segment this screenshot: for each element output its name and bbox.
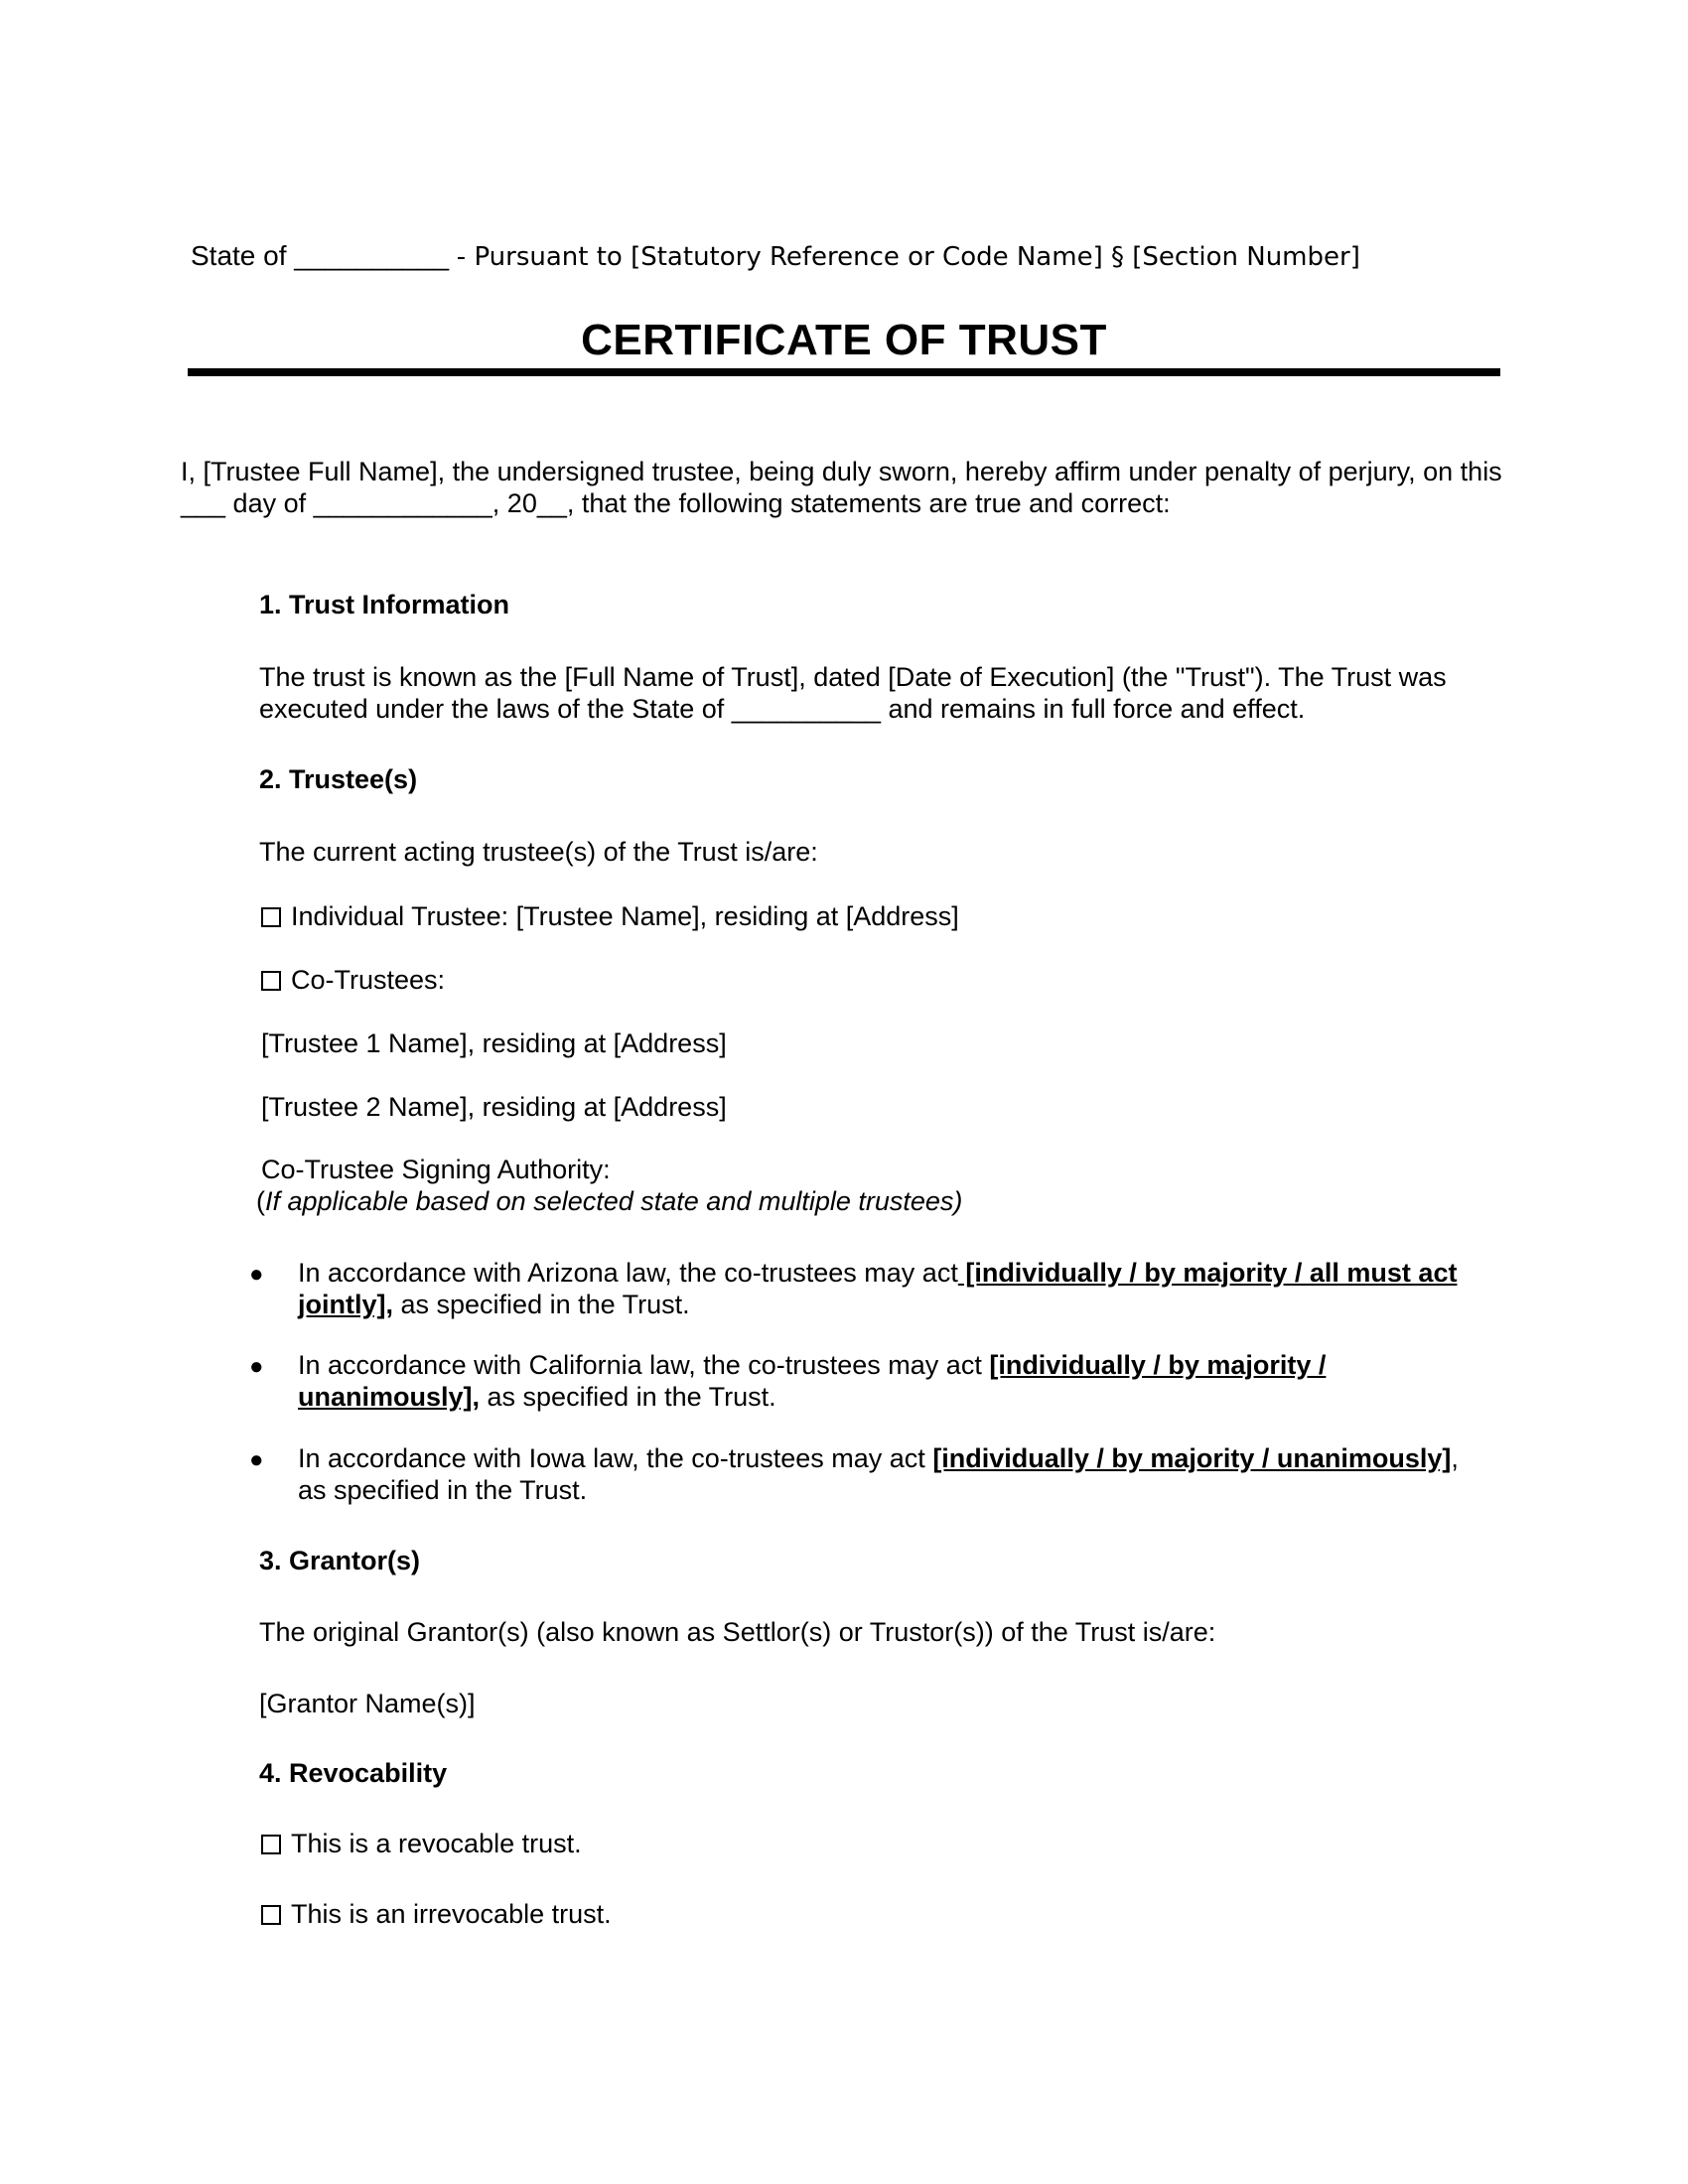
- section-1-body: The trust is known as the [Full Name of Trust], dated [Date of Execution] (the "Trust"). The Trust was executed under the laws of the State of __________ and remains in full force and effect.: [259, 662, 1447, 724]
- co-trustees-label: Co-Trustees:: [291, 965, 446, 995]
- bullet-icon: ●: [249, 1353, 264, 1380]
- irrevocable-label: This is an irrevocable trust.: [291, 1899, 612, 1929]
- section-1-heading: 1. Trust Information: [259, 590, 510, 619]
- bullet-arizona: [298, 1257, 1489, 1320]
- bullet-options: [individually / by majority / unanimously]: [932, 1443, 1452, 1473]
- title-underline-divider: [188, 368, 1500, 376]
- revocable-option[interactable]: [261, 1829, 582, 1859]
- trustee-1-line: [Trustee 1 Name], residing at [Address]: [261, 1028, 727, 1058]
- grantor-names: [Grantor Name(s)]: [259, 1689, 476, 1718]
- bullet-california: [298, 1349, 1489, 1413]
- bullet-icon: ●: [249, 1261, 264, 1288]
- individual-trustee-label: Individual Trustee: [Trustee Name], residing at [Address]: [291, 901, 959, 931]
- intro-affirmation: I, [Trustee Full Name], the undersigned trustee, being duly sworn, hereby affirm under penalty of perjury, on this ___ day of ____________, 20__, that the following statements are true and correct:: [181, 457, 1502, 518]
- individual-trustee-option[interactable]: [261, 901, 959, 932]
- checkbox-icon[interactable]: [261, 1905, 281, 1925]
- document-title: CERTIFICATE OF TRUST: [581, 316, 1107, 364]
- bullet-tail: , as specified in the Trust.: [298, 1443, 1459, 1505]
- trustees-intro: The current acting trustee(s) of the Trust is/are:: [259, 837, 818, 867]
- bullet-lead: In accordance with Arizona law, the co-trustees may act: [298, 1258, 958, 1288]
- signing-authority-label: Co-Trustee Signing Authority:: [261, 1155, 611, 1184]
- applicable-note-text: If applicable based on selected state and multiple trustees): [265, 1186, 963, 1216]
- trustee-2-line: [Trustee 2 Name], residing at [Address]: [261, 1092, 727, 1122]
- section-3-heading: 3. Grantor(s): [259, 1546, 421, 1575]
- bullet-lead: In accordance with California law, the co-trustees may act: [298, 1350, 990, 1380]
- checkbox-icon[interactable]: [261, 907, 281, 927]
- checkbox-icon[interactable]: [261, 971, 281, 991]
- applicable-note: [256, 1185, 962, 1217]
- checkbox-icon[interactable]: [261, 1835, 281, 1854]
- bullet-tail: as specified in the Trust.: [480, 1382, 776, 1412]
- section-2-heading: 2. Trustee(s): [259, 764, 418, 794]
- statute-header: [191, 240, 1360, 272]
- irrevocable-option[interactable]: [261, 1899, 612, 1930]
- bullet-options: [individually / by majority / unanimously],: [298, 1350, 1327, 1412]
- bullet-lead: In accordance with Iowa law, the co-trustees may act: [298, 1443, 933, 1473]
- revocable-label: This is a revocable trust.: [291, 1829, 582, 1858]
- bullet-options: [individually / by majority / all must act jointly],: [298, 1258, 1458, 1319]
- bullet-icon: ●: [249, 1446, 264, 1473]
- state-prefix: State of __________: [191, 240, 457, 271]
- bullet-tail: as specified in the Trust.: [393, 1290, 690, 1319]
- grantors-body: The original Grantor(s) (also known as Settlor(s) or Trustor(s)) of the Trust is/are:: [259, 1617, 1216, 1647]
- section-4-heading: 4. Revocability: [259, 1758, 448, 1788]
- applicable-paren: (: [256, 1186, 265, 1216]
- co-trustees-option[interactable]: [261, 965, 445, 996]
- bullet-iowa: [298, 1442, 1489, 1506]
- pursuant-text: - Pursuant to [Statutory Reference or Code Name] § [Section Number]: [456, 242, 1360, 272]
